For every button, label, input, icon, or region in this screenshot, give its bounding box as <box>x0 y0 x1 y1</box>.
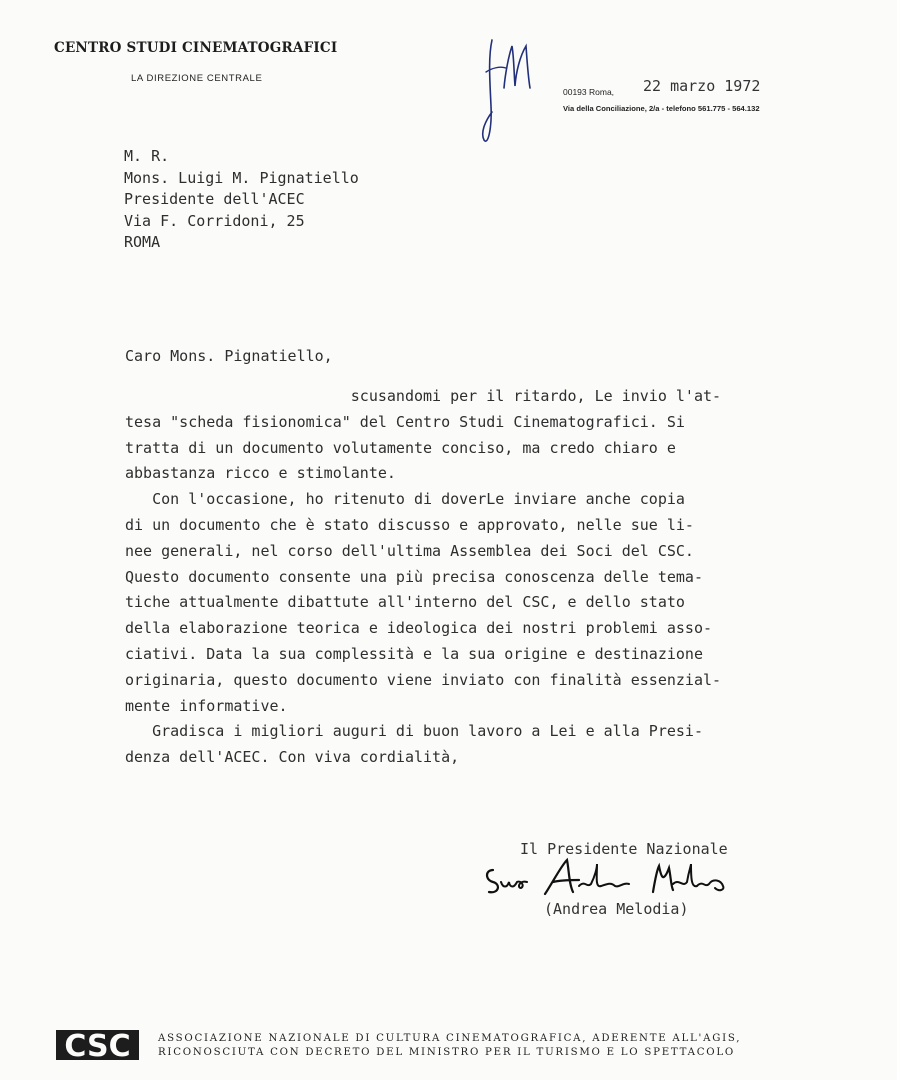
body-line: denza dell'ACEC. Con viva cordialità, <box>125 748 460 767</box>
recipient-line: Via F. Corridoni, 25 <box>124 211 305 230</box>
signatory-name: (Andrea Melodia) <box>544 900 689 918</box>
footer-line: ASSOCIAZIONE NAZIONALE DI CULTURA CINEMATOGRAFICA, ADERENTE ALL'AGIS, <box>158 1033 742 1044</box>
letter-date: 22 marzo 1972 <box>643 77 761 95</box>
body-line: tiche attualmente dibattute all'interno del CSC, e dello stato <box>125 593 685 612</box>
svg-text:CSC: CSC <box>64 1030 131 1060</box>
csc-logo <box>56 1030 139 1060</box>
body-line: nee generali, nel corso dell'ultima Assemblea dei Soci del CSC. <box>125 541 694 560</box>
recipient-line: ROMA <box>124 233 161 251</box>
body-line: tratta di un documento volutamente conciso, ma credo chiaro e <box>125 438 676 457</box>
department-name: LA DIREZIONE CENTRALE <box>131 73 263 84</box>
body-line: Con l'occasione, ho ritenuto di doverLe inviare anche copia <box>125 490 685 509</box>
body-line: abbastanza ricco e stimolante. <box>125 464 396 483</box>
body-line: scusandomi per il ritardo, Le invio l'at- <box>125 387 722 405</box>
body-line: ciativi. Data la sua complessità e la sua origine e destinazione <box>125 644 703 663</box>
organization-name: CENTRO STUDI CINEMATOGRAFICI <box>54 40 338 56</box>
letter-place: 00193 Roma, <box>563 87 615 97</box>
body-line: tesa "scheda fisionomica" del Centro Studi Cinematografici. Si <box>125 412 685 431</box>
footer-line: RICONOSCIUTA CON DECRETO DEL MINISTRO PER IL TURISMO E LO SPETTACOLO <box>158 1047 735 1058</box>
sender-address: Via della Conciliazione, 2/a - telefono 561.775 - 564.132 <box>563 104 760 113</box>
signatory-title: Il Presidente Nazionale <box>520 840 728 858</box>
letter-body <box>125 384 721 771</box>
body-line: di un documento che è stato discusso e approvato, nelle sue li- <box>125 515 694 534</box>
recipient-line: Mons. Luigi M. Pignatiello <box>124 168 359 187</box>
recipient-line: Presidente dell'ACEC <box>124 190 305 208</box>
recipient-line: M. R. <box>124 147 170 165</box>
body-line: mente informative. <box>125 696 288 715</box>
handwritten-initials <box>478 28 548 150</box>
body-line: Questo documento consente una più precisa conoscenza delle tema- <box>125 567 703 586</box>
recipient-block <box>124 146 359 254</box>
body-line: originaria, questo documento viene inviato con finalità essenzial- <box>125 670 722 689</box>
handwritten-signature <box>483 856 733 902</box>
body-line: Gradisca i migliori auguri di buon lavoro a Lei e alla Presi- <box>125 722 703 741</box>
salutation: Caro Mons. Pignatiello, <box>125 347 333 365</box>
body-line: della elaborazione teorica e ideologica dei nostri problemi asso- <box>125 619 712 638</box>
footer-text <box>158 1032 741 1060</box>
